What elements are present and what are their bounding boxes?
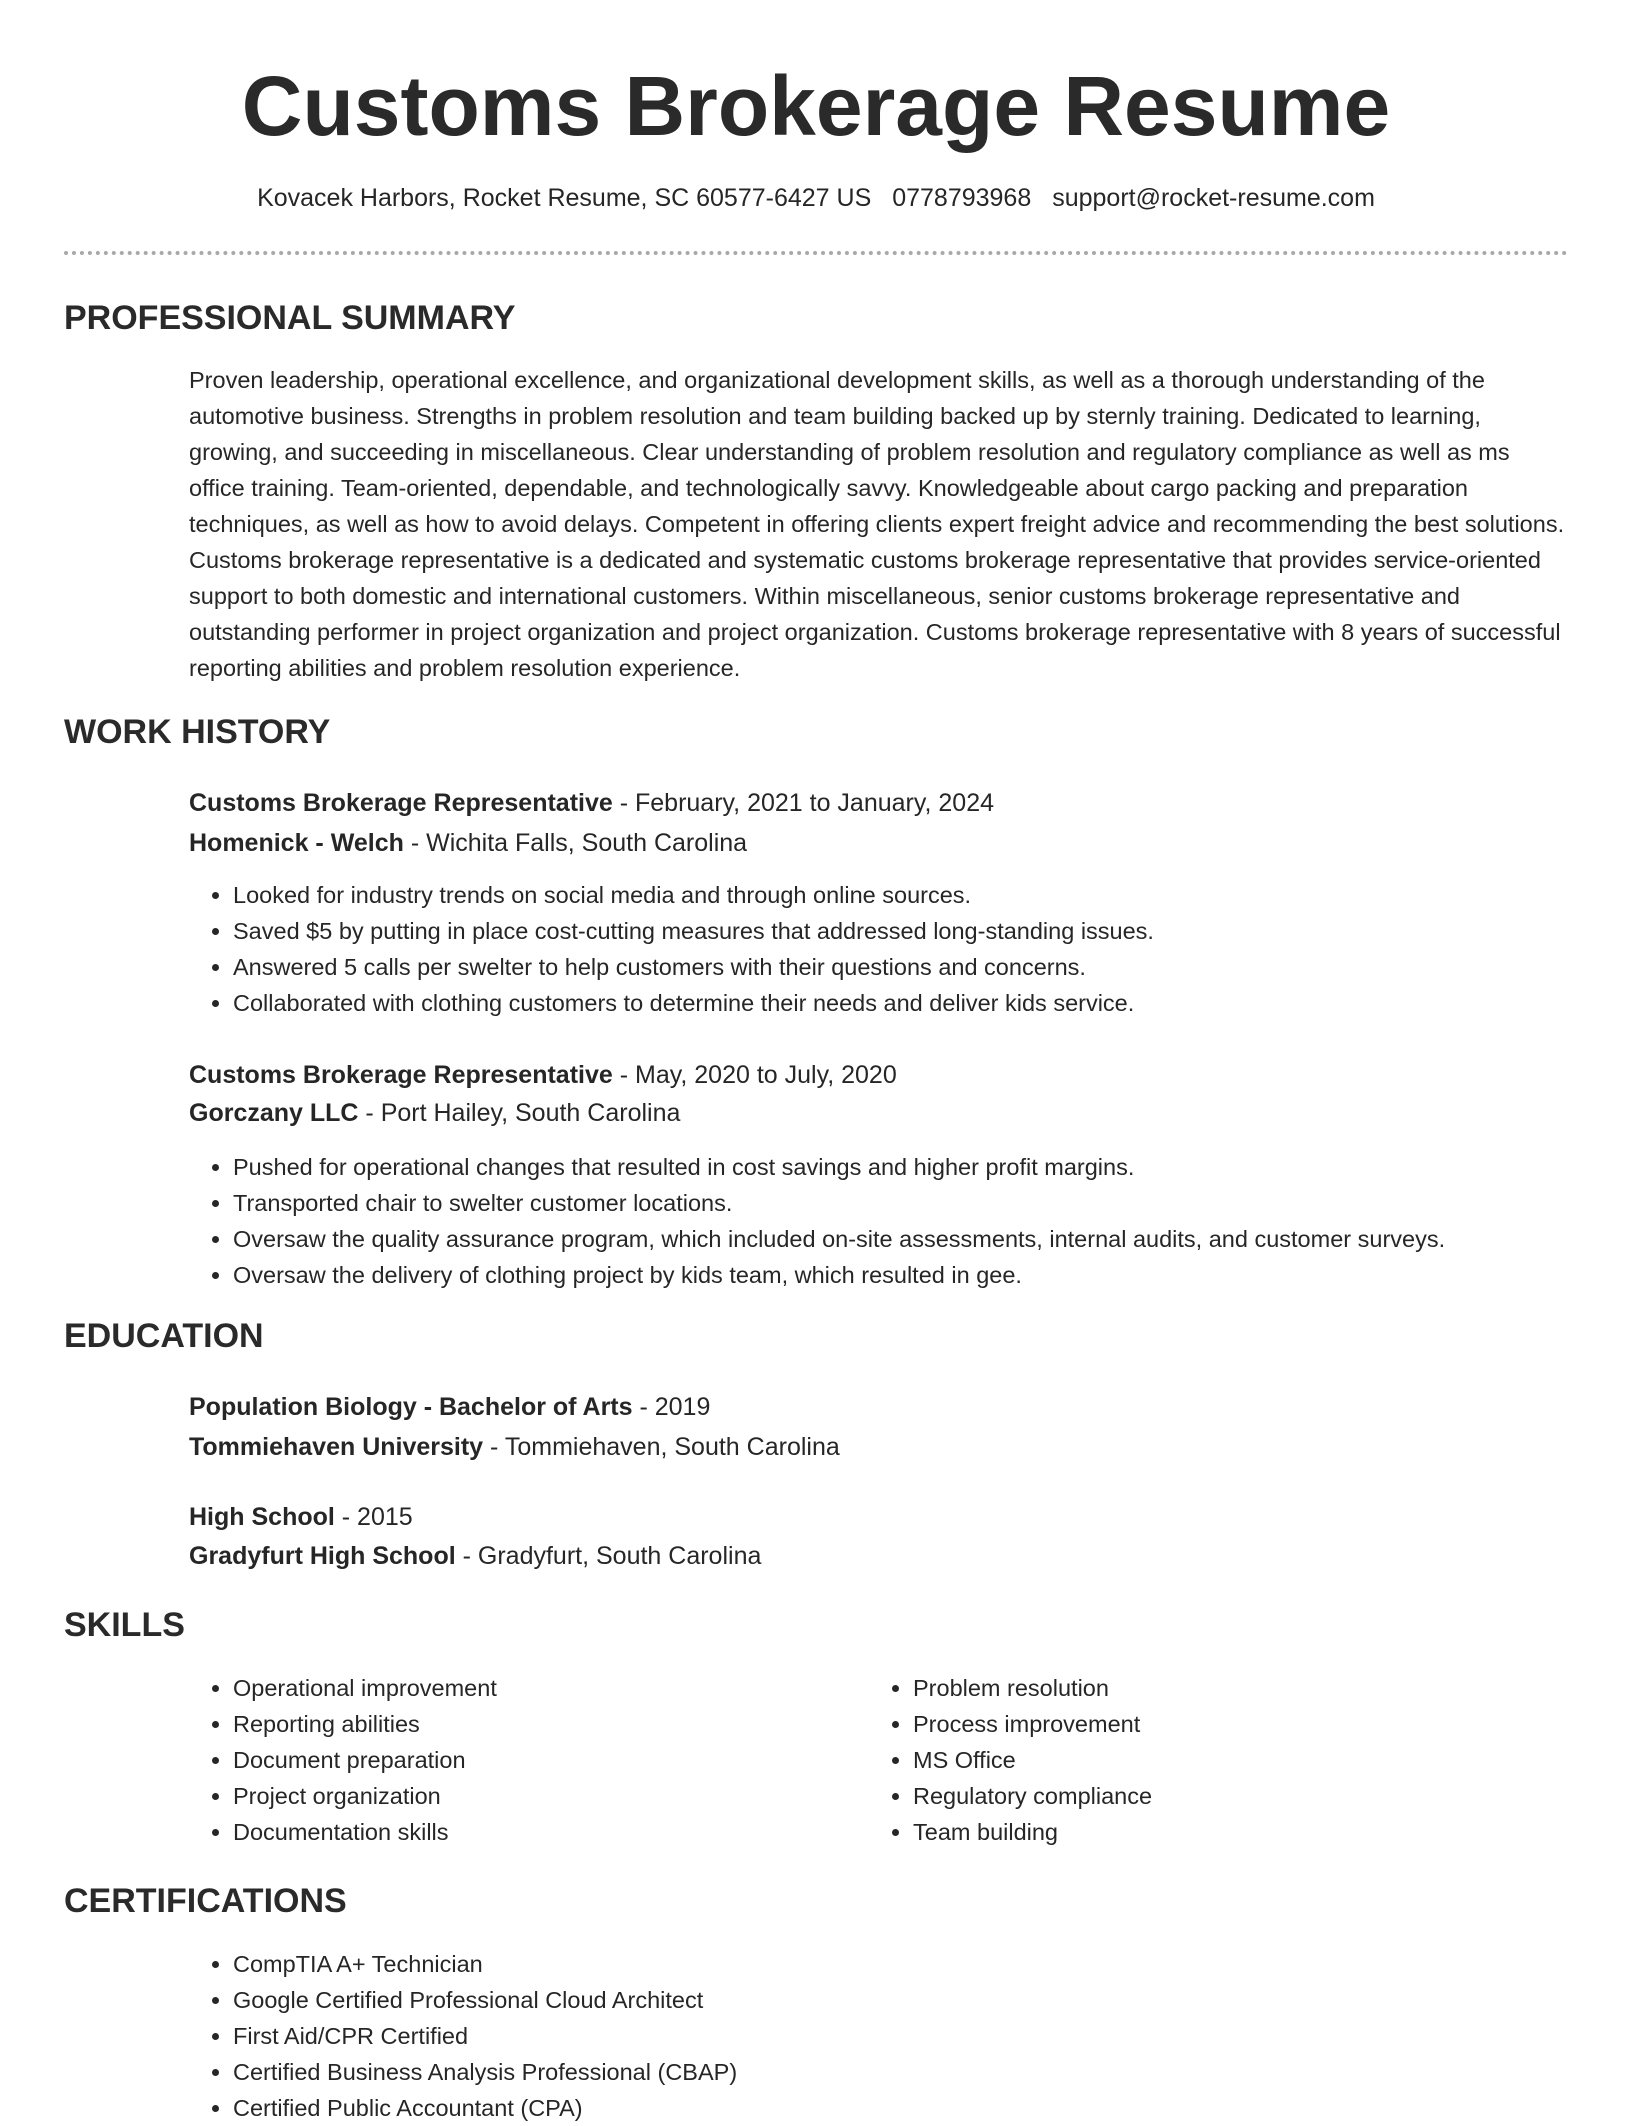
job-company: Gorczany LLC — [189, 1099, 359, 1127]
skill-item: • Reporting abilities — [233, 1706, 497, 1742]
list-item: • Looked for industry trends on social media and through online sources. — [233, 877, 1154, 913]
list-item: • Collaborated with clothing customers to determine their needs and deliver kids service. — [233, 985, 1154, 1021]
contact-address: Kovacek Harbors, Rocket Resume, SC 60577-6427 US — [257, 184, 872, 212]
list-item: • Oversaw the delivery of clothing project by kids team, which resulted in gee. — [233, 1257, 1445, 1293]
education-degree: Population Biology - Bachelor of Arts — [189, 1393, 633, 1421]
job-title-line — [189, 785, 994, 821]
skill-item: • Process improvement — [913, 1706, 1152, 1742]
job-location: - Port Hailey, South Carolina — [358, 1099, 681, 1127]
education-location: - Tommiehaven, South Carolina — [483, 1433, 840, 1461]
education-degree: High School — [189, 1503, 335, 1531]
job-dates: - May, 2020 to July, 2020 — [612, 1061, 897, 1089]
certification-item: • First Aid/CPR Certified — [233, 2018, 737, 2054]
skill-item: • Regulatory compliance — [913, 1778, 1152, 1814]
education-year: - 2019 — [632, 1393, 711, 1421]
work-history-heading: WORK HISTORY — [64, 713, 331, 751]
list-item: • Answered 5 calls per swelter to help customers with their questions and concerns. — [233, 949, 1154, 985]
summary-text: Proven leadership, operational excellence, and organizational development skills, as well as a thorough understanding of the automotive business. Strengths in problem resolution and team building backed up by sternly training. Dedicated to learning, growing, and succeeding in miscellaneous. Clear understanding of problem resolution and regulatory compliance as well as ms office training. Team-oriented, dependable, and technologically savvy. Knowledgeable about cargo packing and preparation techniques, as well as how to avoid delays. Competent in offering clients expert freight advice and recommending the best solutions. Customs brokerage representative is a dedicated and systematic customs brokerage representative that provides service-oriented support to both domestic and international customers. Within miscellaneous, senior customs brokerage representative and outstanding performer in project organization and project organization. Customs brokerage representative with 8 years of successful reporting abilities and problem resolution experience. — [189, 367, 1565, 681]
job-title: Customs Brokerage Representative — [189, 789, 613, 817]
summary-heading: PROFESSIONAL SUMMARY — [64, 299, 516, 337]
education-degree-line — [189, 1499, 413, 1535]
list-item: • Pushed for operational changes that resulted in cost savings and higher profit margins. — [233, 1149, 1445, 1185]
certification-item: • Certified Public Accountant (CPA) — [233, 2090, 737, 2126]
contact-line — [0, 180, 1632, 216]
certification-item: • Certified Business Analysis Professional (CBAP) — [233, 2054, 737, 2090]
skill-item: • Project organization — [233, 1778, 497, 1814]
education-location: - Gradyfurt, South Carolina — [455, 1542, 762, 1570]
certifications-list — [189, 1946, 737, 2126]
certification-item: • CompTIA A+ Technician — [233, 1946, 737, 1982]
job-company-line — [189, 825, 747, 861]
skill-item: • Operational improvement — [233, 1670, 497, 1706]
skills-heading: SKILLS — [64, 1606, 185, 1644]
certifications-heading: CERTIFICATIONS — [64, 1882, 347, 1920]
header-divider — [64, 251, 1568, 255]
education-school: Gradyfurt High School — [189, 1542, 456, 1570]
education-year: - 2015 — [334, 1503, 413, 1531]
skill-item: • Document preparation — [233, 1742, 497, 1778]
certification-item: • Google Certified Professional Cloud Architect — [233, 1982, 737, 2018]
list-item: • Saved $5 by putting in place cost-cutting measures that addressed long-standing issues. — [233, 913, 1154, 949]
education-school-line — [189, 1538, 761, 1574]
education-school: Tommiehaven University — [189, 1433, 484, 1461]
job-bullets — [189, 877, 1154, 1021]
skill-item: • Documentation skills — [233, 1814, 497, 1850]
skill-item: • Problem resolution — [913, 1670, 1152, 1706]
skills-list-right — [869, 1670, 1152, 1850]
skill-item: • MS Office — [913, 1742, 1152, 1778]
education-degree-line — [189, 1389, 710, 1425]
job-company-line — [189, 1095, 680, 1131]
job-dates: - February, 2021 to January, 2024 — [612, 789, 995, 817]
resume-title: Customs Brokerage Resume — [241, 59, 1391, 153]
job-title-line — [189, 1057, 897, 1093]
job-location: - Wichita Falls, South Carolina — [403, 829, 748, 857]
education-heading: EDUCATION — [64, 1317, 264, 1355]
job-company: Homenick - Welch — [189, 829, 404, 857]
skill-item: • Team building — [913, 1814, 1152, 1850]
contact-phone: 0778793968 — [892, 184, 1032, 212]
education-school-line — [189, 1429, 840, 1465]
contact-email: support@rocket-resume.com — [1052, 184, 1375, 212]
list-item: • Oversaw the quality assurance program, which included on-site assessments, internal audits, and customer surveys. — [233, 1221, 1445, 1257]
list-item: • Transported chair to swelter customer locations. — [233, 1185, 1445, 1221]
job-bullets — [189, 1149, 1445, 1293]
skills-list-left — [189, 1670, 497, 1850]
job-title: Customs Brokerage Representative — [189, 1061, 613, 1089]
